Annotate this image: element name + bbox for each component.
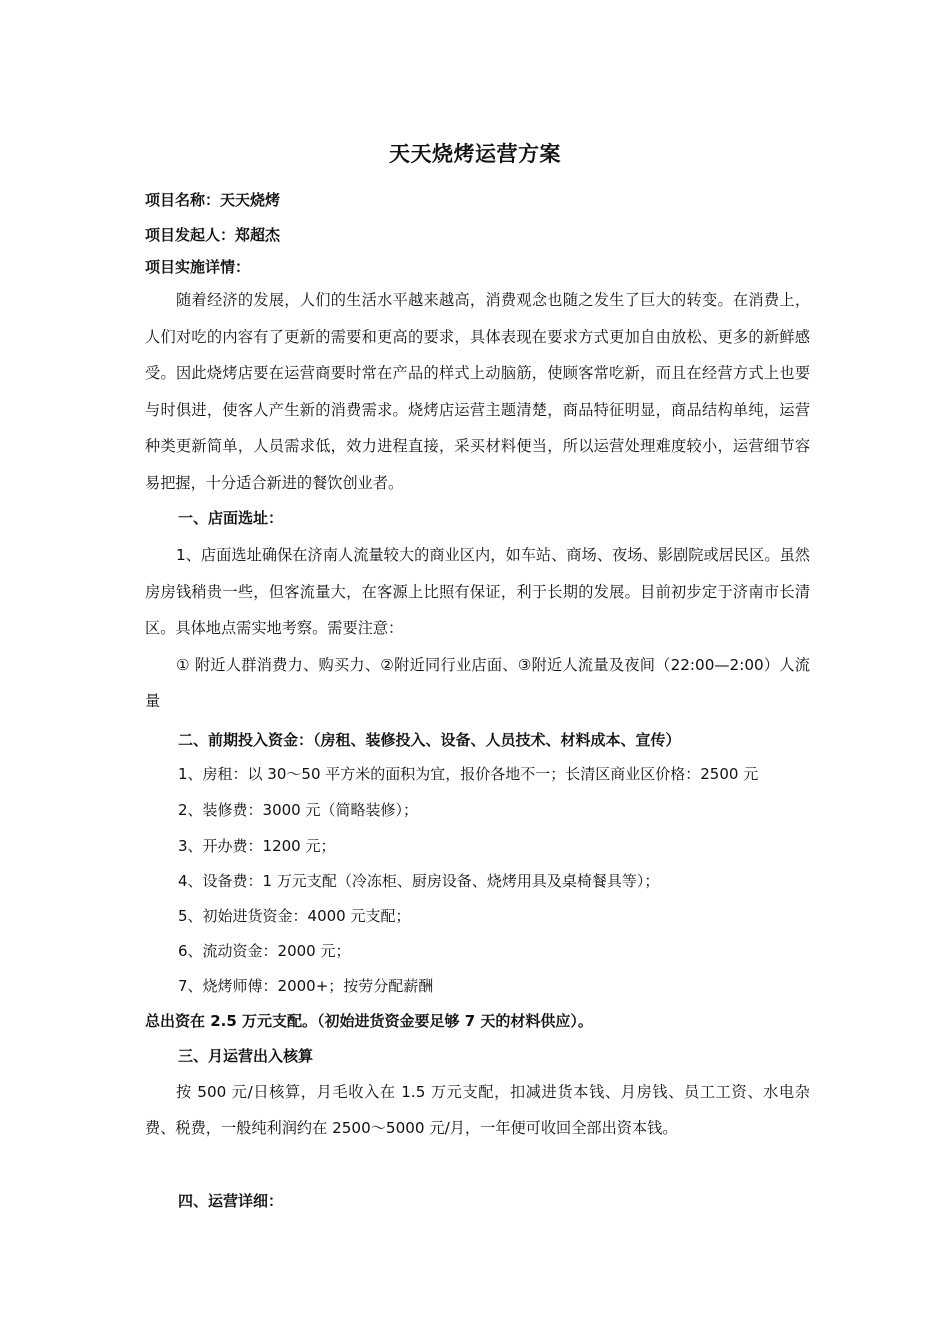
section3-paragraph: 按 500 元/日核算，月毛收入在 1.5 万元支配，扣减进货本钱、月房钱、员工工资、水电杂费、税费，一般纯利润约在 2500～5000 元/月，一年便可收回全部出资本钱。 xyxy=(145,1082,810,1137)
section2-heading: 二、前期投入资金：（房租、装修投入、设备、人员技术、材料成本、宣传） xyxy=(178,730,681,749)
section2-total: 总出资在 2.5 万元支配。（初始进货资金要足够 7 天的材料供应）。 xyxy=(145,1011,593,1030)
document-body xyxy=(145,185,810,1219)
section1-notes: ① 附近人群消费力、购买力、②附近同行业店面、③附近人流量及夜间（22:00—2:00）人流量 xyxy=(145,655,810,710)
section2-item-1: 1、房租：以 30～50 平方米的面积为宜，报价各地不一；长清区商业区价格：2500 元 xyxy=(178,764,759,783)
section2-item-7: 7、烧烤师傅：2000+；按劳分配薪酬 xyxy=(178,976,434,995)
section2-item-5: 5、初始进货资金：4000 元支配； xyxy=(178,906,411,925)
section2-item-2: 2、装修费：3000 元（简略装修）； xyxy=(178,800,418,819)
section2-item-3: 3、开办费：1200 元； xyxy=(178,836,336,855)
intro-paragraph: 随着经济的发展，人们的生活水平越来越高，消费观念也随之发生了巨大的转变。在消费上，人们对吃的内容有了更新的需要和更高的要求，具体表现在要求方式更加自由放松、更多的新鲜感受。因此烧烤店要在运营商要时常在产品的样式上动脑筋，使顾客常吃新，而且在经营方式上也要与时俱进，使客人产生新的消费需求。烧烤店运营主题清楚，商品特征明显，商品结构单纯，运营种类更新简单，人员需求低，效力进程直接，采买材料便当，所以运营处理难度较小，运营细节容易把握，十分适合新进的餐饮创业者。 xyxy=(145,291,810,492)
section4-heading: 四、运营详细： xyxy=(178,1191,284,1210)
project-name: 项目名称：天天烧烤 xyxy=(145,191,281,209)
section2-item-6: 6、流动资金：2000 元； xyxy=(178,941,351,960)
section1-paragraph: 1、店面选址确保在济南人流量较大的商业区内，如车站、商场、夜场、影剧院或居民区。虽然房房钱稍贵一些，但客流量大，在客源上比照有保证，利于长期的发展。目前初步定于济南市长清区。具体地点需实地考察。需要注意： xyxy=(145,546,810,637)
section2-item-4: 4、设备费：1 万元支配（冷冻柜、厨房设备、烧烤用具及桌椅餐具等）； xyxy=(178,871,660,890)
document-title: 天天烧烤运营方案 xyxy=(389,142,561,166)
section1-heading: 一、店面选址： xyxy=(178,509,284,527)
details-heading: 项目实施详情： xyxy=(145,258,251,276)
section3-heading: 三、月运营出入核算 xyxy=(178,1046,314,1065)
project-initiator: 项目发起人：郑超杰 xyxy=(145,226,281,244)
